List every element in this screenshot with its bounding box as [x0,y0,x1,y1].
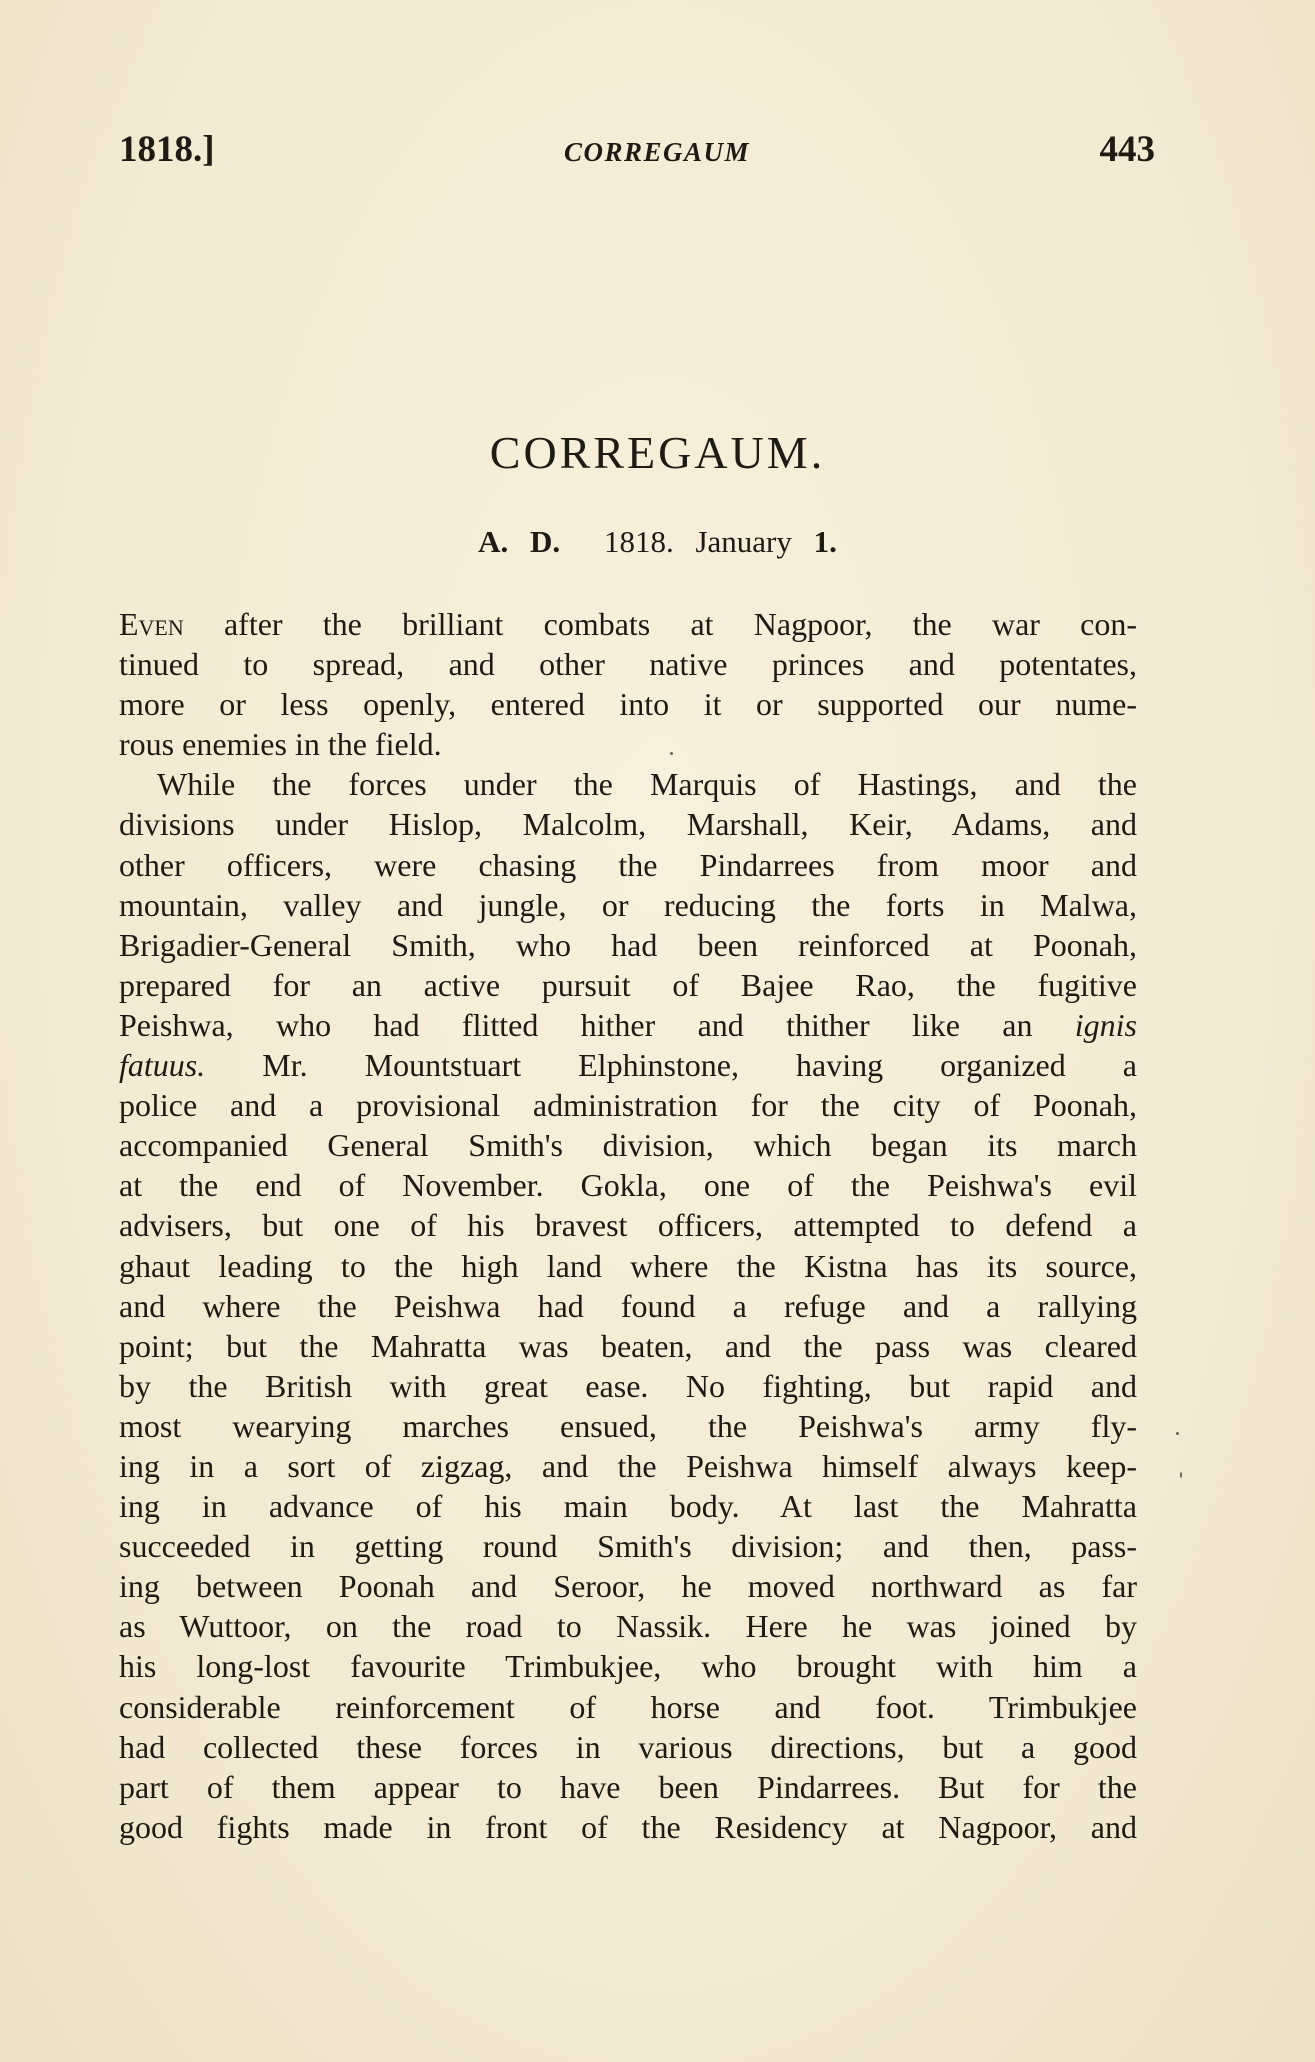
text-line: tinued to spread, and other native princes and potentates, [119,646,1137,683]
date-line [0,524,1315,560]
text-line: ghaut leading to the high land where the Kistna has its source, [119,1247,1137,1284]
text-line: accompanied General Smith's division, which began its march [119,1127,1137,1164]
text-line: rous enemies in the field. [119,726,442,763]
text-line: more or less openly, entered into it or supported our nume- [119,686,1137,723]
text-line: ing between Poonah and Seroor, he moved northward as far [119,1568,1137,1605]
text-line: at the end of November. Gokla, one of the Peishwa's evil [119,1167,1137,1204]
text-line: as Wuttoor, on the road to Nassik. Here he was joined by [119,1608,1137,1645]
text-line: police and a provisional administration for the city of Poonah, [119,1087,1137,1124]
running-head [119,128,1155,178]
text-line: Even after the brilliant combats at Nagpoor, the war con- [119,606,1137,642]
text-line: part of them appear to have been Pindarrees. But for the [119,1768,1137,1805]
print-speck [1176,1432,1179,1435]
date-month: January [695,524,792,559]
text-line: considerable reinforcement of horse and foot. Trimbukjee [119,1688,1137,1725]
date-year: 1818. [603,524,674,559]
text-line: divisions under Hislop, Malcolm, Marshall, Keir, Adams, and [119,806,1137,843]
text-line: Brigadier-General Smith, who had been reinforced at Poonah, [119,926,1137,963]
chapter-title: CORREGAUM. [489,427,826,478]
text-line: most wearying marches ensued, the Peishwa's army fly- [119,1407,1137,1444]
text-line: his long-lost favourite Trimbukjee, who brought with him a [119,1648,1137,1685]
text-line: prepared for an active pursuit of Bajee Rao, the fugitive [119,966,1137,1003]
text-line: fatuus. Mr. Mountstuart Elphinstone, having organized a [119,1047,1137,1084]
text-line: other officers, were chasing the Pindarrees from moor and [119,846,1137,883]
text-line: mountain, valley and jungle, or reducing the forts in Malwa, [119,886,1137,923]
text-line: ing in a sort of zigzag, and the Peishwa himself always keep- [119,1447,1137,1484]
page-number: 443 [1099,129,1155,170]
text-line: succeeded in getting round Smith's division; and then, pass- [119,1528,1137,1565]
text-line: advisers, but one of his bravest officers, attempted to defend a [119,1207,1137,1244]
text-line: While the forces under the Marquis of Hastings, and the [157,766,1137,803]
date-era: A. D. [478,524,561,559]
print-speck [1180,1472,1182,1478]
body-text [119,604,1137,1847]
text-line: point; but the Mahratta was beaten, and the pass was cleared [119,1327,1137,1364]
text-line: had collected these forces in various directions, but a good [119,1728,1137,1765]
running-head-title: CORREGAUM [564,137,751,167]
text-line: and where the Peishwa had found a refuge and a rallying [119,1287,1137,1324]
running-head-year: 1818.] [119,129,215,170]
print-speck [670,752,673,755]
text-line: by the British with great ease. No fighting, but rapid and [119,1367,1137,1404]
text-line: good fights made in front of the Residency at Nagpoor, and [119,1808,1137,1845]
text-line: Peishwa, who had flitted hither and thither like an ignis [119,1006,1137,1043]
text-line: ing in advance of his main body. At last the Mahratta [119,1488,1137,1525]
date-day: 1. [813,524,837,559]
